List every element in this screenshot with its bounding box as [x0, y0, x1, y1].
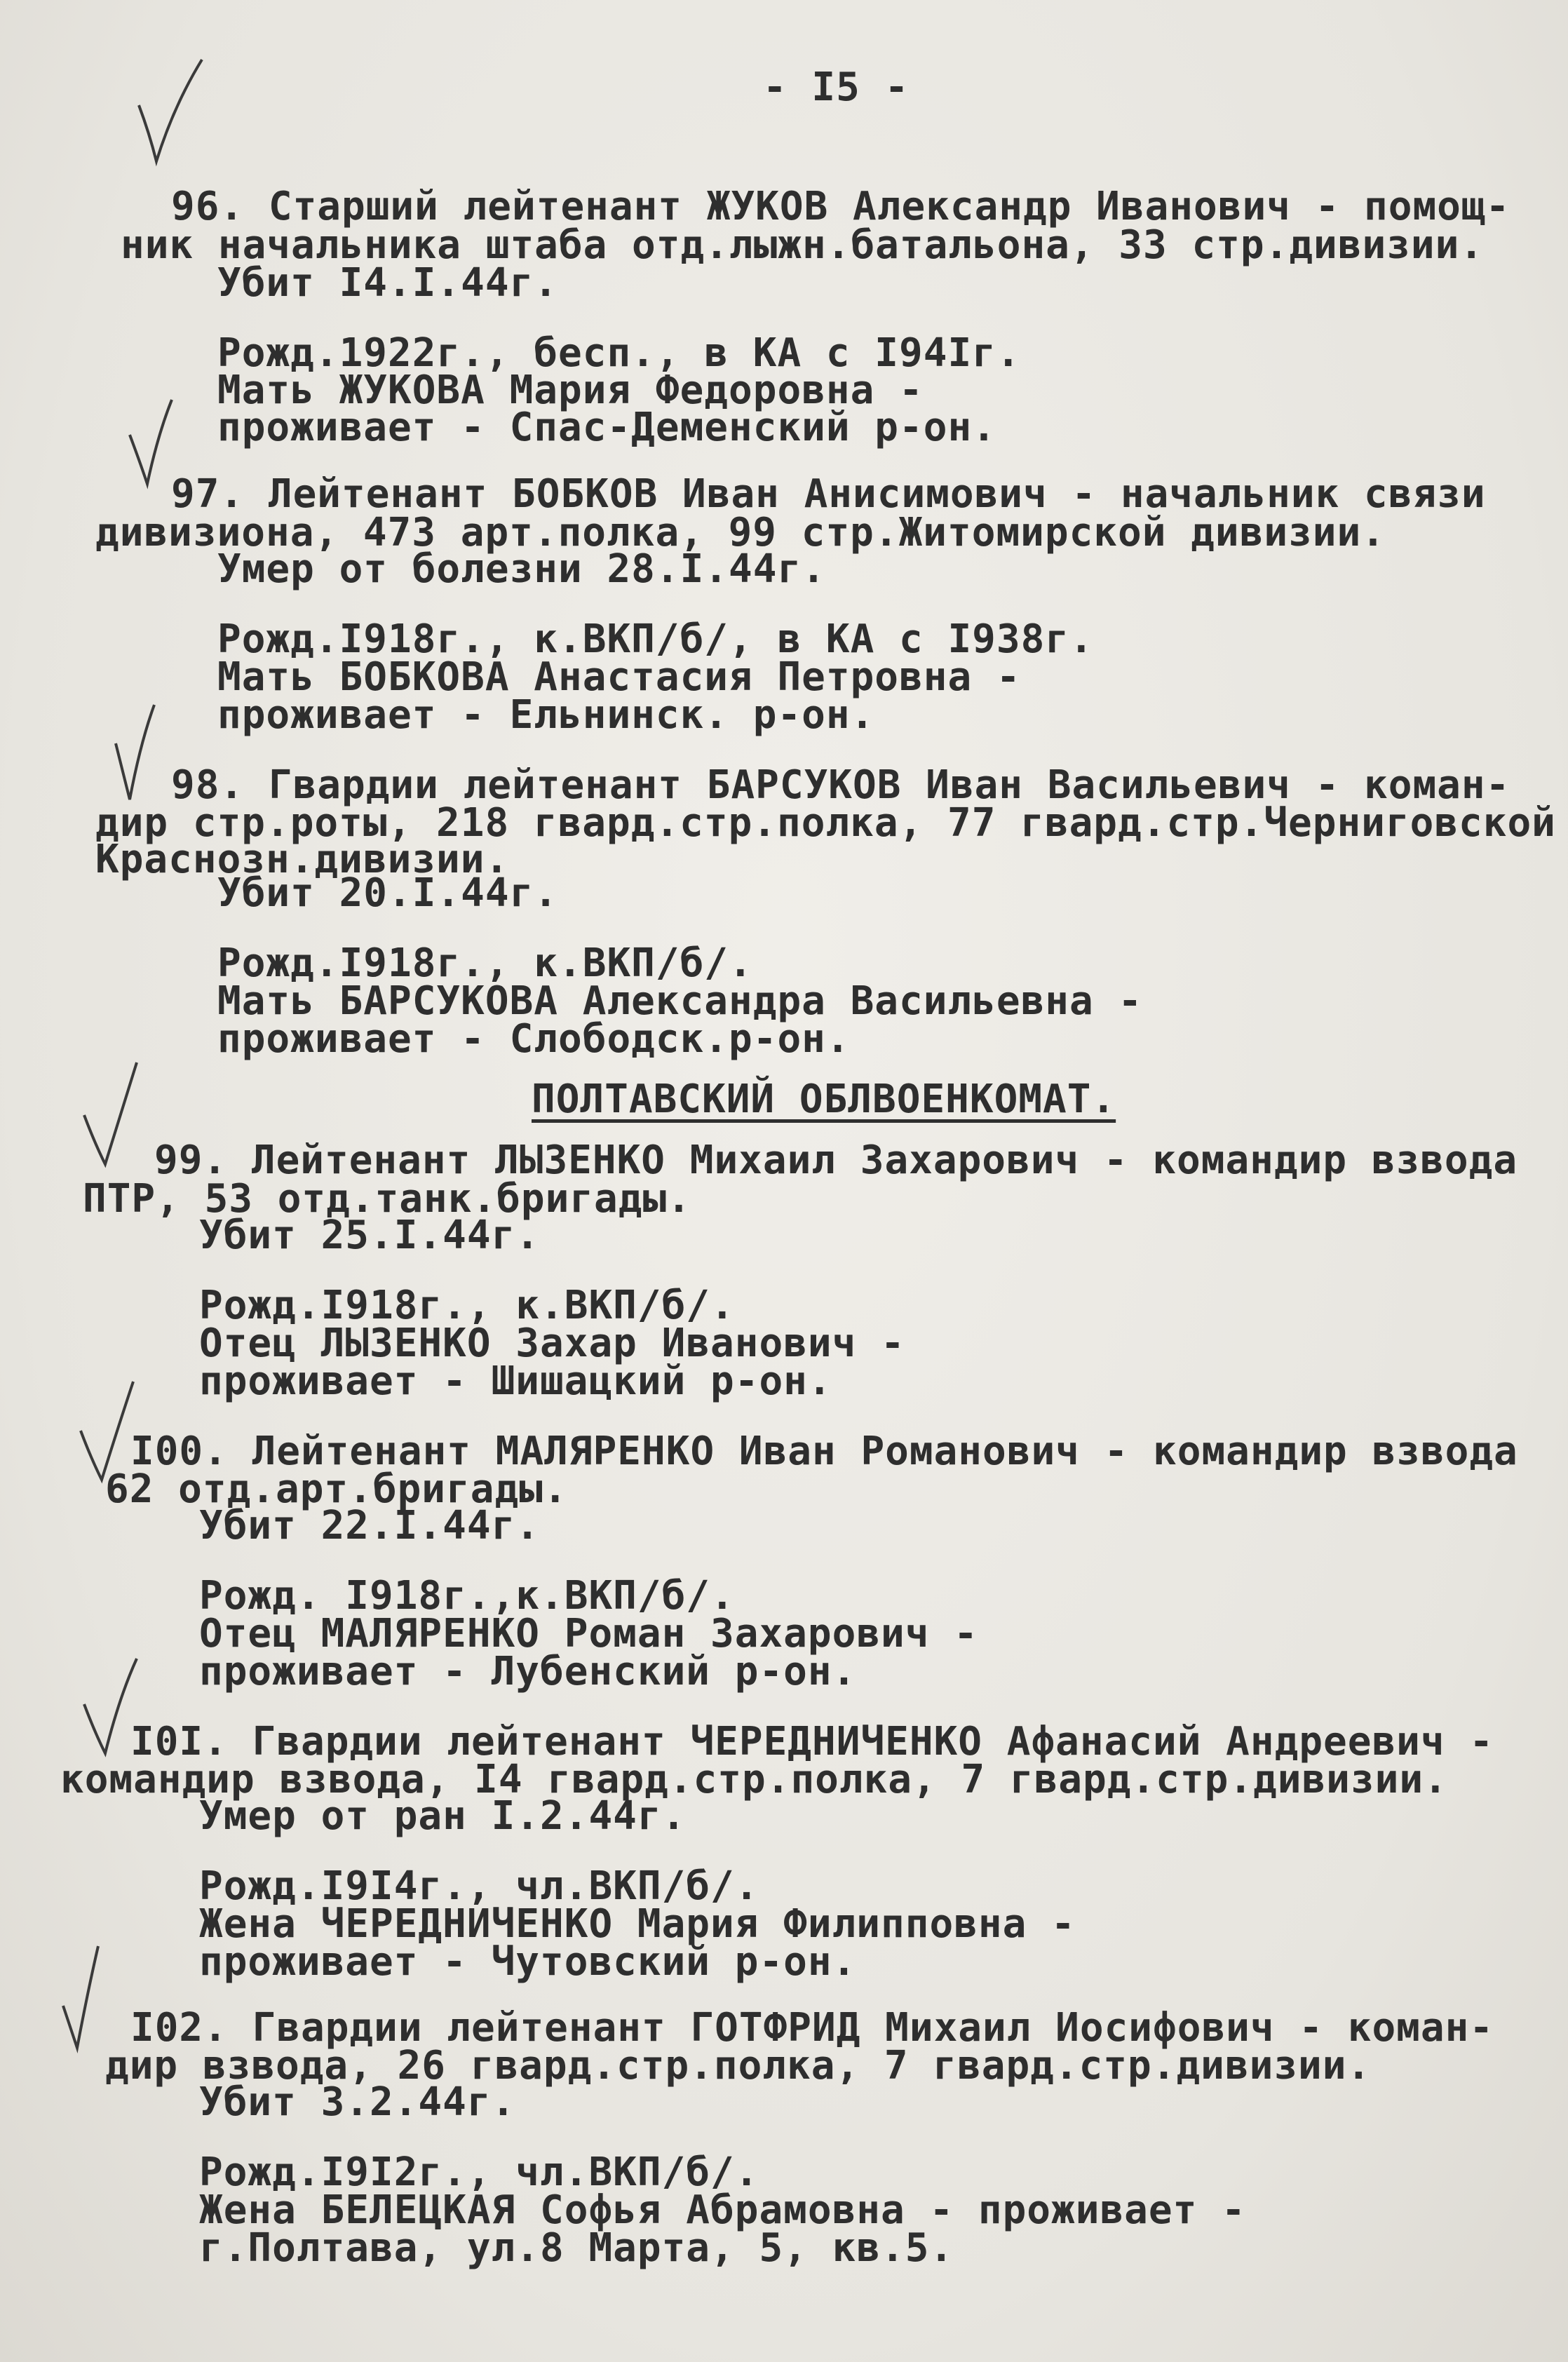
entry-97-line-3: Умер от болезни 28.I.44г. [217, 546, 826, 592]
entry-97-detail-2: Мать БОБКОВА Анастасия Петровна - [217, 654, 1021, 700]
entry-98-line-1: 98. Гвардии лейтенант БАРСУКОВ Иван Васильевич - коман- [171, 762, 1510, 808]
entry-102-detail-2: Жена БЕЛЕЦКАЯ Софья Абрамовна - проживает - [199, 2187, 1246, 2233]
entry-102-line-1: I02. Гвардии лейтенант ГОТФРИД Михаил Иосифович - коман- [130, 2005, 1494, 2051]
entry-98-detail-3: проживает - Слободск.р-он. [217, 1016, 851, 1062]
entry-99-detail-2: Отец ЛЫЗЕНКО Захар Иванович - [199, 1321, 905, 1366]
entry-98-detail-1: Рожд.I918г., к.ВКП/б/. [217, 940, 753, 986]
entry-98-line-2: дир стр.роты, 218 гвард.стр.полка, 77 гвард.стр.Черниговской [95, 800, 1556, 846]
entry-100-detail-3: проживает - Лубенский р-он. [199, 1649, 857, 1694]
entry-101-detail-2: Жена ЧЕРЕДНИЧЕНКО Мария Филипповна - [199, 1901, 1076, 1947]
entry-100-line-1: I00. Лейтенант МАЛЯРЕНКО Иван Романович - командир взвода [130, 1429, 1518, 1474]
entry-96-detail-1: Рожд.1922г., бесп., в КА с I94Iг. [217, 330, 1021, 376]
check-mark-icon [125, 56, 209, 175]
entry-97-line-2: дивизиона, 473 арт.полка, 99 стр.Житомирской дивизии. [95, 510, 1386, 555]
entry-101-line-2: командир взвода, I4 гвард.стр.полка, 7 гвард.стр.дивизии. [60, 1757, 1448, 1802]
entry-96-line-1: 96. Старший лейтенант ЖУКОВ Александр Иванович - помощ- [171, 184, 1510, 229]
entry-97-detail-3: проживает - Ельнинск. р-он. [217, 692, 875, 738]
entry-100-detail-2: Отец МАЛЯРЕНКО Роман Захарович - [199, 1611, 978, 1656]
entry-96-line-3: Убит I4.I.44г. [217, 260, 559, 306]
check-mark-icon [70, 1059, 154, 1178]
entry-98-line-3: Краснозн.дивизии. [95, 837, 510, 882]
entry-101-detail-3: проживает - Чутовский р-он. [199, 1939, 857, 1985]
entry-101-detail-1: Рожд.I9I4г., чл.ВКП/б/. [199, 1863, 759, 1909]
entry-99-detail-1: Рожд.I918г., к.ВКП/б/. [199, 1283, 735, 1328]
entry-98-detail-2: Мать БАРСУКОВА Александра Васильевна - [217, 978, 1143, 1024]
entry-97-line-1: 97. Лейтенант БОБКОВ Иван Анисимович - начальник связи [171, 471, 1486, 517]
entry-100-detail-1: Рожд. I918г.,к.ВКП/б/. [199, 1573, 735, 1619]
entry-101-line-1: I0I. Гвардии лейтенант ЧЕРЕДНИЧЕНКО Афанасий Андреевич - [130, 1719, 1494, 1764]
entry-99-line-3: Убит 25.I.44г. [199, 1213, 541, 1258]
entry-102-detail-3: г.Полтава, ул.8 Марта, 5, кв.5. [199, 2225, 954, 2271]
entry-102-detail-1: Рожд.I9I2г., чл.ВКП/б/. [199, 2150, 759, 2195]
entry-100-line-3: Убит 22.I.44г. [199, 1503, 541, 1548]
entry-96-detail-3: проживает - Спас-Деменский р-он. [217, 405, 996, 450]
entry-99-detail-3: проживает - Шишацкий р-он. [199, 1358, 832, 1404]
entry-99-line-1: 99. Лейтенант ЛЫЗЕНКО Михаил Захарович - командир взвода [154, 1138, 1518, 1183]
entry-98-line-4: Убит 20.I.44г. [217, 870, 559, 916]
entry-100-line-2: 62 отд.арт.бригады. [105, 1466, 568, 1512]
entry-96-detail-2: Мать ЖУКОВА Мария Федоровна - [217, 367, 924, 413]
entry-96-line-2: ник начальника штаба отд.лыжн.батальона, 33 стр.дивизии. [121, 222, 1485, 268]
entry-97-detail-1: Рожд.I918г., к.ВКП/б/, в КА с I938г. [217, 616, 1094, 662]
entry-102-line-2: дир взвода, 26 гвард.стр.полка, 7 гвард.стр.дивизии. [105, 2043, 1372, 2088]
section-heading: ПОЛТАВСКИЙ ОБЛВОЕНКОМАТ. [532, 1077, 1116, 1122]
entry-102-line-3: Убит 3.2.44г. [199, 2079, 516, 2125]
page-number: - I5 - [763, 65, 910, 110]
entry-101-line-3: Умер от ран I.2.44г. [199, 1793, 687, 1839]
entry-99-line-2: ПТР, 53 отд.танк.бригады. [83, 1176, 691, 1222]
